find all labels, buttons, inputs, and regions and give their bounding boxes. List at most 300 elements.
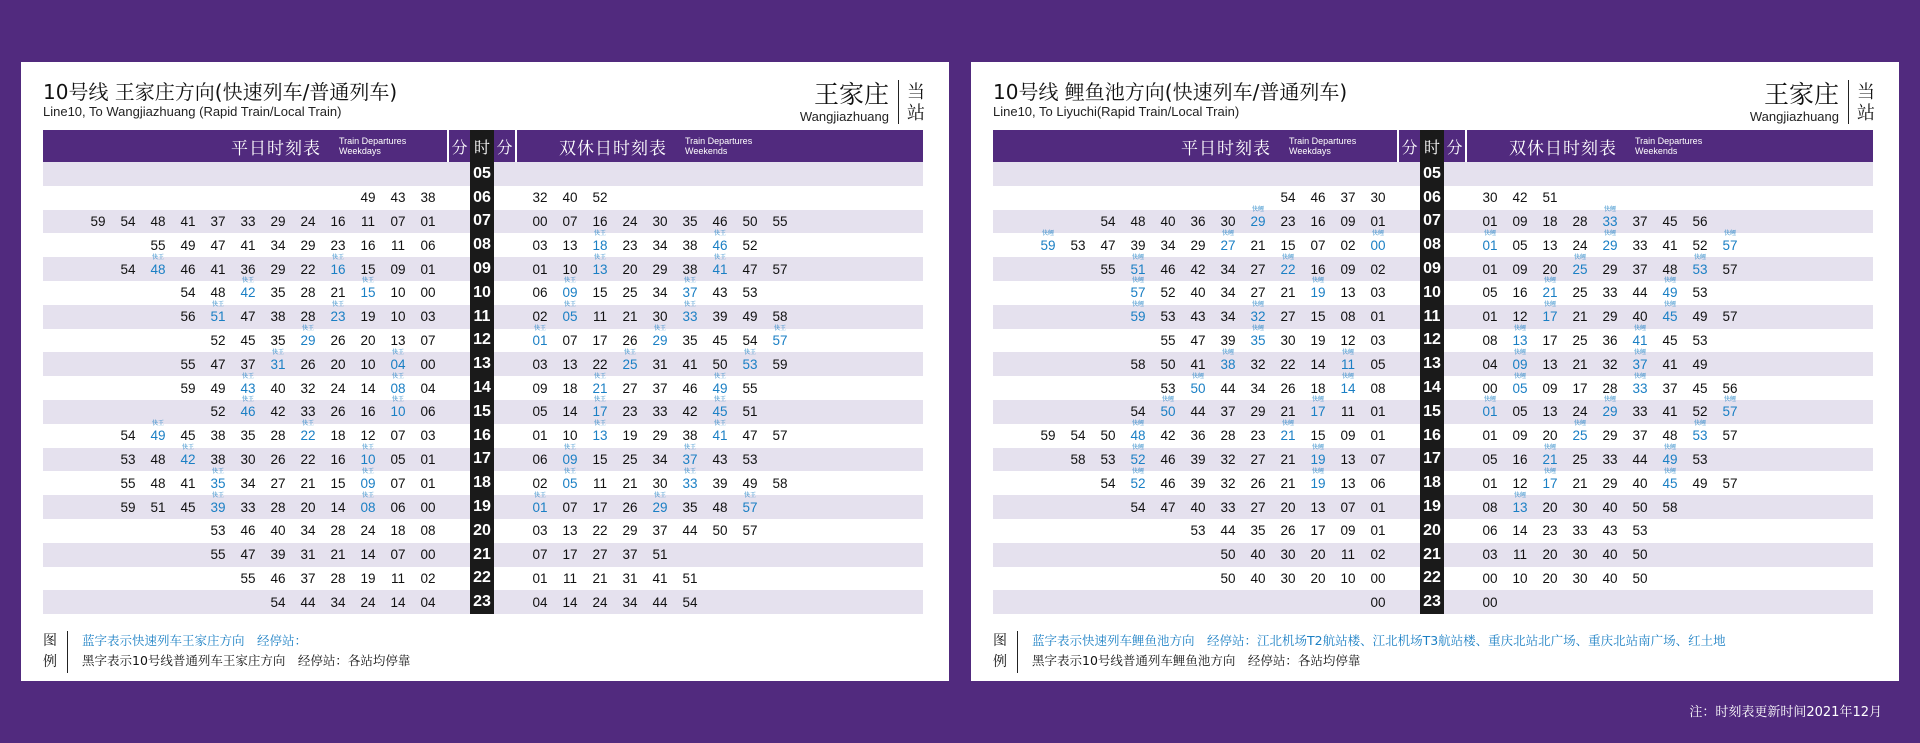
train-minute: 04 xyxy=(420,380,436,396)
fast-train-minute: 快王 37 xyxy=(675,452,705,467)
train-minute: 40 xyxy=(1632,475,1648,491)
fast-train-minute: 快鲤 01 xyxy=(1475,238,1505,253)
hour-header: 时 xyxy=(470,130,494,162)
fast-train-minute: 快王 18 xyxy=(585,238,615,253)
fast-train-minute: 快鲤 01 xyxy=(1475,404,1505,419)
fast-train-minute: 快鲤 53 xyxy=(1685,262,1715,277)
train-minute: 54 xyxy=(1280,190,1296,206)
fast-train-minute: 快王 35 xyxy=(203,476,233,491)
spacer xyxy=(1444,519,1467,543)
train-minute: 10 xyxy=(1340,570,1356,586)
spacer xyxy=(1397,376,1420,400)
spacer xyxy=(1397,281,1420,305)
train-minute: 29 xyxy=(622,523,638,539)
spacer xyxy=(447,257,470,281)
weekend-minutes xyxy=(1467,352,1873,376)
train-minute: 33 xyxy=(1602,285,1618,301)
train-minute: 09 xyxy=(532,380,548,396)
train-minute: 26 xyxy=(270,451,286,467)
train-minute: 14 xyxy=(1310,356,1326,372)
fast-train-minute: 快鲤 19 xyxy=(1303,476,1333,491)
train-minute: 21 xyxy=(1280,451,1296,467)
station-name-en: Wangjiazhuang xyxy=(1749,109,1839,124)
train-minute: 25 xyxy=(1572,451,1588,467)
train-minute: 52 xyxy=(210,332,226,348)
train-minute: 33 xyxy=(652,404,668,420)
train-minute: 52 xyxy=(742,237,758,253)
fast-train-minute: 快王 49 xyxy=(705,381,735,396)
train-minute: 21 xyxy=(1250,237,1266,253)
weekday-minutes xyxy=(993,376,1397,400)
train-minute: 19 xyxy=(622,428,638,444)
weekday-minutes xyxy=(993,567,1397,591)
train-minute: 28 xyxy=(300,309,316,325)
train-minute: 26 xyxy=(1250,475,1266,491)
train-minute: 29 xyxy=(1250,404,1266,420)
train-minute: 24 xyxy=(330,380,346,396)
train-minute: 38 xyxy=(210,451,226,467)
hour-cell: 23 xyxy=(1420,590,1444,614)
train-minute: 09 xyxy=(1340,261,1356,277)
train-minute: 01 xyxy=(420,213,436,229)
train-minute: 54 xyxy=(1100,475,1116,491)
train-minute: 24 xyxy=(360,523,376,539)
train-minute: 20 xyxy=(1280,499,1296,515)
train-minute: 53 xyxy=(210,523,226,539)
fast-train-minute: 快王 46 xyxy=(233,404,263,419)
train-minute: 38 xyxy=(682,237,698,253)
train-minute: 02 xyxy=(420,570,436,586)
train-minute: 03 xyxy=(532,237,548,253)
fast-train-minute: 快王 21 xyxy=(585,381,615,396)
train-minute: 53 xyxy=(1632,523,1648,539)
train-minute: 30 xyxy=(1572,499,1588,515)
weekend-minutes xyxy=(517,329,923,353)
spacer xyxy=(494,305,517,329)
train-minute: 23 xyxy=(622,237,638,253)
train-minute: 40 xyxy=(1602,570,1618,586)
train-minute: 32 xyxy=(1220,451,1236,467)
train-minute: 21 xyxy=(1280,285,1296,301)
fast-train-minute: 快鲤 27 xyxy=(1213,238,1243,253)
train-minute: 13 xyxy=(562,356,578,372)
train-minute: 20 xyxy=(1542,428,1558,444)
weekday-minutes xyxy=(43,471,447,495)
train-minute: 22 xyxy=(300,451,316,467)
train-minute: 27 xyxy=(622,380,638,396)
train-minute: 21 xyxy=(1572,356,1588,372)
fast-train-minute: 快鲤 13 xyxy=(1505,333,1535,348)
weekend-minutes xyxy=(517,543,923,567)
weekend-minutes xyxy=(1467,495,1873,519)
train-minute: 44 xyxy=(1190,404,1206,420)
update-footnote: 注：时刻表更新时间2021年12月 xyxy=(1689,705,1882,720)
train-minute: 28 xyxy=(300,285,316,301)
hour-cell: 22 xyxy=(1420,567,1444,591)
weekend-minutes xyxy=(1467,329,1873,353)
train-minute: 47 xyxy=(1190,332,1206,348)
spacer xyxy=(1397,352,1420,376)
train-minute: 20 xyxy=(1542,547,1558,563)
train-minute: 24 xyxy=(622,213,638,229)
spacer xyxy=(1397,590,1420,614)
train-minute: 54 xyxy=(742,332,758,348)
weekday-header xyxy=(993,130,1397,162)
train-minute: 37 xyxy=(1220,404,1236,420)
hour-header: 时 xyxy=(1420,130,1444,162)
hour-cell: 05 xyxy=(470,162,494,186)
weekend-minutes xyxy=(1467,305,1873,329)
train-minute: 21 xyxy=(1572,309,1588,325)
train-minute: 16 xyxy=(1512,285,1528,301)
spacer xyxy=(1397,543,1420,567)
train-minute: 20 xyxy=(1542,261,1558,277)
train-minute: 49 xyxy=(1692,475,1708,491)
weekend-minutes xyxy=(517,590,923,614)
spacer xyxy=(1397,210,1420,234)
weekday-minutes xyxy=(993,257,1397,281)
train-minute: 55 xyxy=(240,570,256,586)
train-minute: 22 xyxy=(300,261,316,277)
weekend-minutes xyxy=(517,162,923,186)
train-minute: 08 xyxy=(1482,499,1498,515)
train-minute: 38 xyxy=(210,428,226,444)
train-minute: 16 xyxy=(592,213,608,229)
train-minute: 35 xyxy=(682,332,698,348)
train-minute: 58 xyxy=(1070,451,1086,467)
legend-fast-train: 蓝字表示快速列车鲤鱼池方向 经停站：江北机场T2航站楼、江北机场T3航站楼、重庆北站北广场、重庆北站南广场、红土地 xyxy=(1032,633,1726,648)
weekday-minutes xyxy=(43,567,447,591)
train-minute: 50 xyxy=(1160,356,1176,372)
train-minute: 25 xyxy=(622,451,638,467)
spacer xyxy=(1444,590,1467,614)
spacer xyxy=(447,567,470,591)
fast-train-minute: 快王 46 xyxy=(705,238,735,253)
train-minute: 52 xyxy=(1160,285,1176,301)
train-minute: 30 xyxy=(1482,190,1498,206)
train-minute: 38 xyxy=(420,190,436,206)
spacer xyxy=(1397,233,1420,257)
weekday-minutes xyxy=(993,495,1397,519)
train-minute: 53 xyxy=(1692,332,1708,348)
train-minute: 47 xyxy=(1100,237,1116,253)
train-minute: 49 xyxy=(1692,309,1708,325)
weekend-title: 双休日时刻表 xyxy=(559,138,667,159)
train-minute: 40 xyxy=(1602,499,1618,515)
train-minute: 55 xyxy=(772,213,788,229)
weekend-title: 双休日时刻表 xyxy=(1509,138,1617,159)
train-minute: 06 xyxy=(1370,475,1386,491)
train-minute: 46 xyxy=(712,213,728,229)
train-minute: 49 xyxy=(1692,356,1708,372)
train-minute: 50 xyxy=(712,356,728,372)
train-minute: 55 xyxy=(1160,332,1176,348)
train-minute: 45 xyxy=(180,428,196,444)
train-minute: 00 xyxy=(1482,594,1498,610)
train-minute: 54 xyxy=(1070,428,1086,444)
train-minute: 46 xyxy=(1160,261,1176,277)
fast-train-minute: 快鲤 13 xyxy=(1505,500,1535,515)
train-minute: 02 xyxy=(1370,261,1386,277)
legend xyxy=(993,631,1726,673)
train-minute: 54 xyxy=(120,428,136,444)
train-minute: 26 xyxy=(330,332,346,348)
train-minute: 39 xyxy=(1130,237,1146,253)
train-minute: 50 xyxy=(1632,499,1648,515)
train-minute: 01 xyxy=(420,451,436,467)
fast-train-minute: 快鲤 52 xyxy=(1123,452,1153,467)
hour-cell: 19 xyxy=(470,495,494,519)
train-minute: 57 xyxy=(1722,261,1738,277)
fast-train-minute: 快鲤 57 xyxy=(1715,404,1745,419)
train-minute: 27 xyxy=(270,475,286,491)
station-name-cn: 王家庄 xyxy=(1763,80,1839,109)
spacer xyxy=(447,400,470,424)
train-minute: 24 xyxy=(592,594,608,610)
train-minute: 03 xyxy=(1370,332,1386,348)
train-minute: 07 xyxy=(1340,499,1356,515)
train-minute: 53 xyxy=(1692,451,1708,467)
weekend-minutes xyxy=(1467,400,1873,424)
spacer xyxy=(1444,329,1467,353)
fast-train-minute: 快鲤 51 xyxy=(1123,262,1153,277)
spacer xyxy=(447,210,470,234)
train-minute: 45 xyxy=(180,499,196,515)
train-minute: 48 xyxy=(150,213,166,229)
train-minute: 57 xyxy=(772,261,788,277)
fast-train-minute: 快王 48 xyxy=(143,262,173,277)
train-minute: 14 xyxy=(562,594,578,610)
spacer xyxy=(494,590,517,614)
train-minute: 02 xyxy=(1340,237,1356,253)
fast-train-minute: 快鲤 21 xyxy=(1535,452,1565,467)
train-minute: 24 xyxy=(360,594,376,610)
weekend-minutes xyxy=(1467,567,1873,591)
fast-train-minute: 快鲤 49 xyxy=(1655,285,1685,300)
train-minute: 04 xyxy=(532,594,548,610)
legend-label: 图例 xyxy=(993,631,1018,673)
hour-cell: 09 xyxy=(470,257,494,281)
train-minute: 15 xyxy=(1310,428,1326,444)
train-minute: 13 xyxy=(1542,237,1558,253)
train-minute: 23 xyxy=(622,404,638,420)
train-minute: 07 xyxy=(390,475,406,491)
train-minute: 00 xyxy=(1370,594,1386,610)
spacer xyxy=(1444,352,1467,376)
fast-train-minute: 快王 29 xyxy=(293,333,323,348)
train-minute: 33 xyxy=(1632,237,1648,253)
weekday-minutes xyxy=(43,519,447,543)
spacer xyxy=(1397,186,1420,210)
train-minute: 43 xyxy=(1190,309,1206,325)
train-minute: 30 xyxy=(1572,570,1588,586)
fast-train-minute: 快鲤 37 xyxy=(1625,357,1655,372)
train-minute: 41 xyxy=(210,261,226,277)
train-minute: 59 xyxy=(180,380,196,396)
train-minute: 39 xyxy=(1220,332,1236,348)
train-minute: 07 xyxy=(390,213,406,229)
weekday-minutes xyxy=(993,590,1397,614)
train-minute: 31 xyxy=(300,547,316,563)
train-minute: 48 xyxy=(150,475,166,491)
train-minute: 10 xyxy=(1512,570,1528,586)
spacer xyxy=(447,376,470,400)
train-minute: 54 xyxy=(1130,404,1146,420)
train-minute: 54 xyxy=(1100,213,1116,229)
minute-header-left: 分 xyxy=(447,130,470,162)
train-minute: 37 xyxy=(1662,380,1678,396)
train-minute: 05 xyxy=(1482,451,1498,467)
train-minute: 48 xyxy=(1130,213,1146,229)
train-minute: 12 xyxy=(360,428,376,444)
fast-train-minute: 快鲤 09 xyxy=(1505,357,1535,372)
train-minute: 49 xyxy=(360,190,376,206)
train-minute: 28 xyxy=(330,570,346,586)
train-minute: 46 xyxy=(682,380,698,396)
train-minute: 33 xyxy=(240,499,256,515)
train-minute: 48 xyxy=(210,285,226,301)
train-minute: 34 xyxy=(622,594,638,610)
train-minute: 21 xyxy=(1280,404,1296,420)
train-minute: 08 xyxy=(1482,332,1498,348)
train-minute: 41 xyxy=(1190,356,1206,372)
train-minute: 45 xyxy=(1662,213,1678,229)
train-minute: 30 xyxy=(1370,190,1386,206)
train-minute: 58 xyxy=(772,475,788,491)
legend-label: 图例 xyxy=(43,631,68,673)
train-minute: 25 xyxy=(1572,285,1588,301)
weekend-title-en: Train Departures Weekends xyxy=(685,136,753,156)
fast-train-minute: 快王 31 xyxy=(263,357,293,372)
train-minute: 25 xyxy=(1572,332,1588,348)
train-minute: 30 xyxy=(652,213,668,229)
train-minute: 54 xyxy=(682,594,698,610)
train-minute: 52 xyxy=(210,404,226,420)
train-minute: 49 xyxy=(210,380,226,396)
train-minute: 58 xyxy=(1662,499,1678,515)
train-minute: 35 xyxy=(682,213,698,229)
hour-cell: 21 xyxy=(1420,543,1444,567)
fast-train-minute: 快鲤 41 xyxy=(1625,333,1655,348)
train-minute: 39 xyxy=(270,547,286,563)
train-minute: 01 xyxy=(1482,213,1498,229)
weekday-minutes xyxy=(993,162,1397,186)
spacer xyxy=(1444,233,1467,257)
train-minute: 34 xyxy=(1160,237,1176,253)
fast-train-minute: 快王 15 xyxy=(353,285,383,300)
train-minute: 09 xyxy=(1542,380,1558,396)
fast-train-minute: 快王 05 xyxy=(555,476,585,491)
train-minute: 59 xyxy=(772,356,788,372)
hour-cell: 09 xyxy=(1420,257,1444,281)
fast-train-minute: 快王 43 xyxy=(233,381,263,396)
hour-cell: 07 xyxy=(470,210,494,234)
legend-local-train: 黑字表示10号线普通列车王家庄方向 经停站：各站均停靠 xyxy=(82,653,411,668)
weekend-minutes xyxy=(517,519,923,543)
timetable-panel-wangjiazhuang xyxy=(21,62,949,681)
fast-train-minute: 快王 23 xyxy=(323,309,353,324)
train-minute: 29 xyxy=(652,261,668,277)
weekday-minutes xyxy=(43,305,447,329)
train-minute: 11 xyxy=(390,570,405,586)
train-minute: 56 xyxy=(1722,380,1738,396)
hour-cell: 11 xyxy=(470,305,494,329)
current-station-label: 当站 xyxy=(1857,82,1875,124)
train-minute: 05 xyxy=(390,451,406,467)
train-minute: 31 xyxy=(622,570,638,586)
train-minute: 49 xyxy=(742,475,758,491)
train-minute: 07 xyxy=(420,332,436,348)
weekday-title-en: Train Departures Weekdays xyxy=(339,136,407,156)
fast-train-minute: 快鲤 50 xyxy=(1183,381,1213,396)
hour-cell: 21 xyxy=(470,543,494,567)
train-minute: 00 xyxy=(1482,380,1498,396)
weekend-minutes xyxy=(517,471,923,495)
train-minute: 49 xyxy=(180,237,196,253)
train-minute: 01 xyxy=(1482,261,1498,277)
train-minute: 07 xyxy=(1370,451,1386,467)
train-minute: 40 xyxy=(1250,547,1266,563)
train-minute: 51 xyxy=(682,570,698,586)
train-minute: 09 xyxy=(1512,261,1528,277)
train-minute: 05 xyxy=(1512,237,1528,253)
station-name-cn: 王家庄 xyxy=(813,80,889,109)
train-minute: 44 xyxy=(300,594,316,610)
train-minute: 24 xyxy=(1572,237,1588,253)
train-minute: 02 xyxy=(532,309,548,325)
hour-cell: 22 xyxy=(470,567,494,591)
train-minute: 39 xyxy=(1190,475,1206,491)
hour-cell: 17 xyxy=(470,448,494,472)
train-minute: 53 xyxy=(742,285,758,301)
fast-train-minute: 快王 05 xyxy=(555,309,585,324)
spacer xyxy=(1444,305,1467,329)
fast-train-minute: 快王 57 xyxy=(765,333,795,348)
train-minute: 37 xyxy=(652,380,668,396)
fast-train-minute: 快王 01 xyxy=(525,500,555,515)
fast-train-minute: 快鲤 33 xyxy=(1625,381,1655,396)
weekday-minutes xyxy=(993,281,1397,305)
spacer xyxy=(447,543,470,567)
spacer xyxy=(1444,567,1467,591)
hour-cell: 06 xyxy=(470,186,494,210)
train-minute: 43 xyxy=(712,285,728,301)
spacer xyxy=(494,543,517,567)
weekend-minutes xyxy=(1467,210,1873,234)
train-minute: 00 xyxy=(420,356,436,372)
spacer xyxy=(494,424,517,448)
weekday-minutes xyxy=(993,233,1397,257)
train-minute: 47 xyxy=(742,428,758,444)
weekday-minutes xyxy=(43,495,447,519)
train-minute: 44 xyxy=(682,523,698,539)
train-minute: 58 xyxy=(1130,356,1146,372)
train-minute: 10 xyxy=(360,356,376,372)
fast-train-minute: 快鲤 29 xyxy=(1595,238,1625,253)
spacer xyxy=(1444,471,1467,495)
weekday-minutes xyxy=(993,543,1397,567)
fast-train-minute: 快王 09 xyxy=(555,452,585,467)
train-minute: 01 xyxy=(1482,428,1498,444)
train-minute: 30 xyxy=(1280,570,1296,586)
fast-train-minute: 快鲤 17 xyxy=(1535,476,1565,491)
legend-local-train: 黑字表示10号线普通列车鲤鱼池方向 经停站：各站均停靠 xyxy=(1032,653,1361,668)
title-cn: 10号线 鲤鱼池方向(快速列车/普通列车) xyxy=(993,80,1348,104)
train-minute: 41 xyxy=(1662,356,1678,372)
train-minute: 40 xyxy=(1602,547,1618,563)
fast-train-minute: 快鲤 32 xyxy=(1243,309,1273,324)
train-minute: 34 xyxy=(652,285,668,301)
